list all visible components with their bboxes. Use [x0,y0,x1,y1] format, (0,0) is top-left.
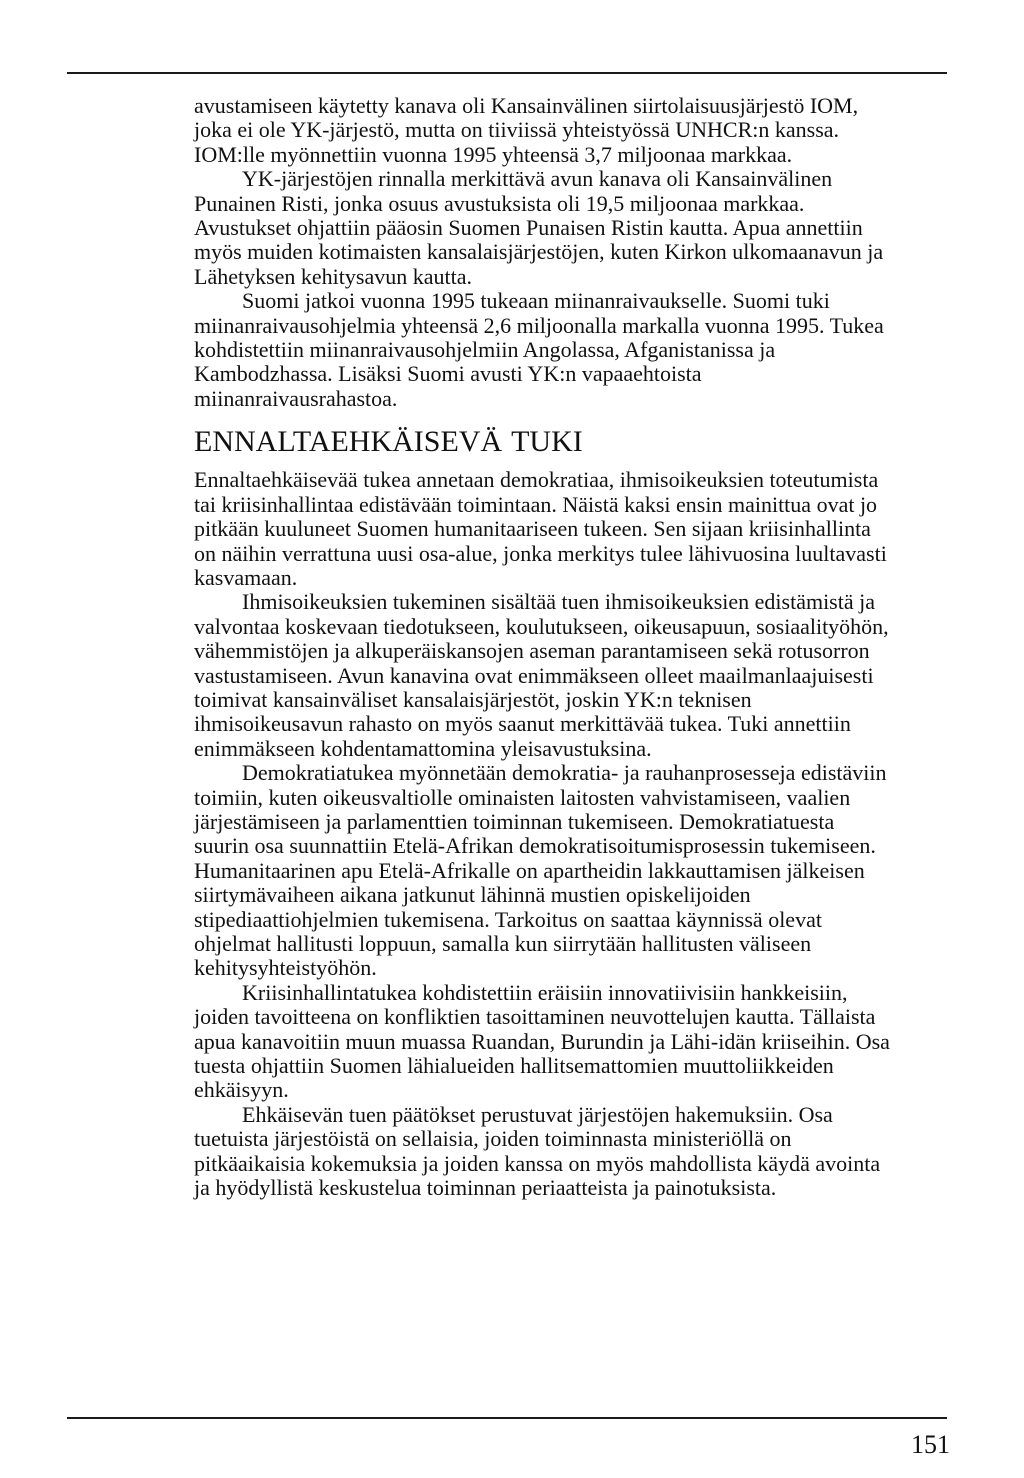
paragraph: Demokratiatukea myönnetään demokratia- ja rauhanprosesseja edistäviin toimiin, kuten oikeusvaltiolle ominaisten laitosten vahvistamiseen, vaalien järjestämiseen ja parlamenttien toiminnan tukemiseen. Demokratiatuesta suurin osa suunnattiin Etelä-Afrikan demokratisoitumisprosessin tukemiseen. Humanitaarinen apu Etelä-Afrikalle on apartheidin lakkauttamisen jälkeisen siirtymävaiheen aikana jatkunut lähinnä mustien opiskelijoiden stipediaattiohjelmien tukemisena. Tarkoitus on saattaa käynnissä olevat ohjelmat hallitusti loppuun, samalla kun siirrytään hallitusten väliseen kehitysyhteistyöhön. [194,760,887,981]
section-heading: ENNALTAEHKÄISEVÄ TUKI [194,425,583,459]
bottom-rule [67,1417,947,1419]
paragraph: Kriisinhallintatukea kohdistettiin eräisiin innovatiivisiin hankkeisiin, joiden tavoitteena on konfliktien tasoittaminen neuvottelujen kautta. Tällaista apua kanavoitiin muun muassa Ruandan, Burundin ja Lähi-idän kriiseihin. Osa tuesta ohjattiin Suomen lähialueiden hallitsemattomien muuttoliikkeiden ehkäisyyn. [194,979,890,1103]
paragraph: YK-järjestöjen rinnalla merkittävä avun kanava oli Kansainvälinen Punainen Risti, jonka osuus avustuksista oli 19,5 miljoonaa markkaa. Avustukset ohjattiin pääosin Suomen Punaisen Ristin kautta. Apua annettiin myös muiden kotimaisten kansalaisjärjestöjen, kuten Kirkon ulkomaanavun ja Lähetyksen kehitysavun kautta. [194,166,884,289]
paragraph: Ihmisoikeuksien tukeminen sisältää tuen ihmisoikeuksien edistämistä ja valvontaa koskevaan tiedotukseen, koulutukseen, oikeusapuun, sosiaalityöhön, vähemmistöjen ja alkuperäiskansojen aseman parantamiseen sekä rotusorron vastustamiseen. Avun kanavina ovat enimmäkseen olleet maailmanlaajuisesti toimivat kansainväliset kansalaisjärjestöt, joskin YK:n teknisen ihmisoikeusavun rahasto on myös saanut merkittävää tukea. Tuki annettiin enimmäkseen kohdentamattomina yleisavustuksina. [194,589,889,761]
page-number: 151 [911,1430,950,1459]
text-column [194,94,894,1200]
paragraph: avustamiseen käytetty kanava oli Kansainvälinen siirtolaisuusjärjestö IOM, joka ei ole YK-järjestö, mutta on tiiviissä yhteistyössä UNHCR:n kanssa. IOM:lle myönnettiin vuonna 1995 yhteensä 3,7 miljoonaa markkaa. [194,93,859,167]
paragraph: Ennaltaehkäisevää tukea annetaan demokratiaa, ihmisoikeuksien toteutumista tai kriisinhallintaa edistävään toimintaan. Näistä kaksi ensin mainittua ovat jo pitkään kuuluneet Suomen humanitaariseen tukeen. Sen sijaan kriisinhallinta on näihin verrattuna uusi osa-alue, jonka merkitys tulee lähivuosina luultavasti kasvamaan. [194,467,887,590]
paragraph: Suomi jatkoi vuonna 1995 tukeaan miinanraivaukselle. Suomi tuki miinanraivausohjelmia yhteensä 2,6 miljoonalla markalla vuonna 1995. Tukea kohdistettiin miinanraivausohjelmiin Angolassa, Afganistanissa ja Kambodzhassa. Lisäksi Suomi avusti YK:n vapaaehtoista miinanraivausrahastoa. [194,288,884,411]
paragraph: Ehkäisevän tuen päätökset perustuvat järjestöjen hakemuksiin. Osa tuetuista järjestöistä on sellaisia, joiden toiminnasta ministeriöllä on pitkäaikaisia kokemuksia ja joiden kanssa on myös mahdollista käydä avointa ja hyödyllistä keskustelua toiminnan periaatteista ja painotuksista. [194,1101,881,1201]
top-rule [67,72,947,74]
